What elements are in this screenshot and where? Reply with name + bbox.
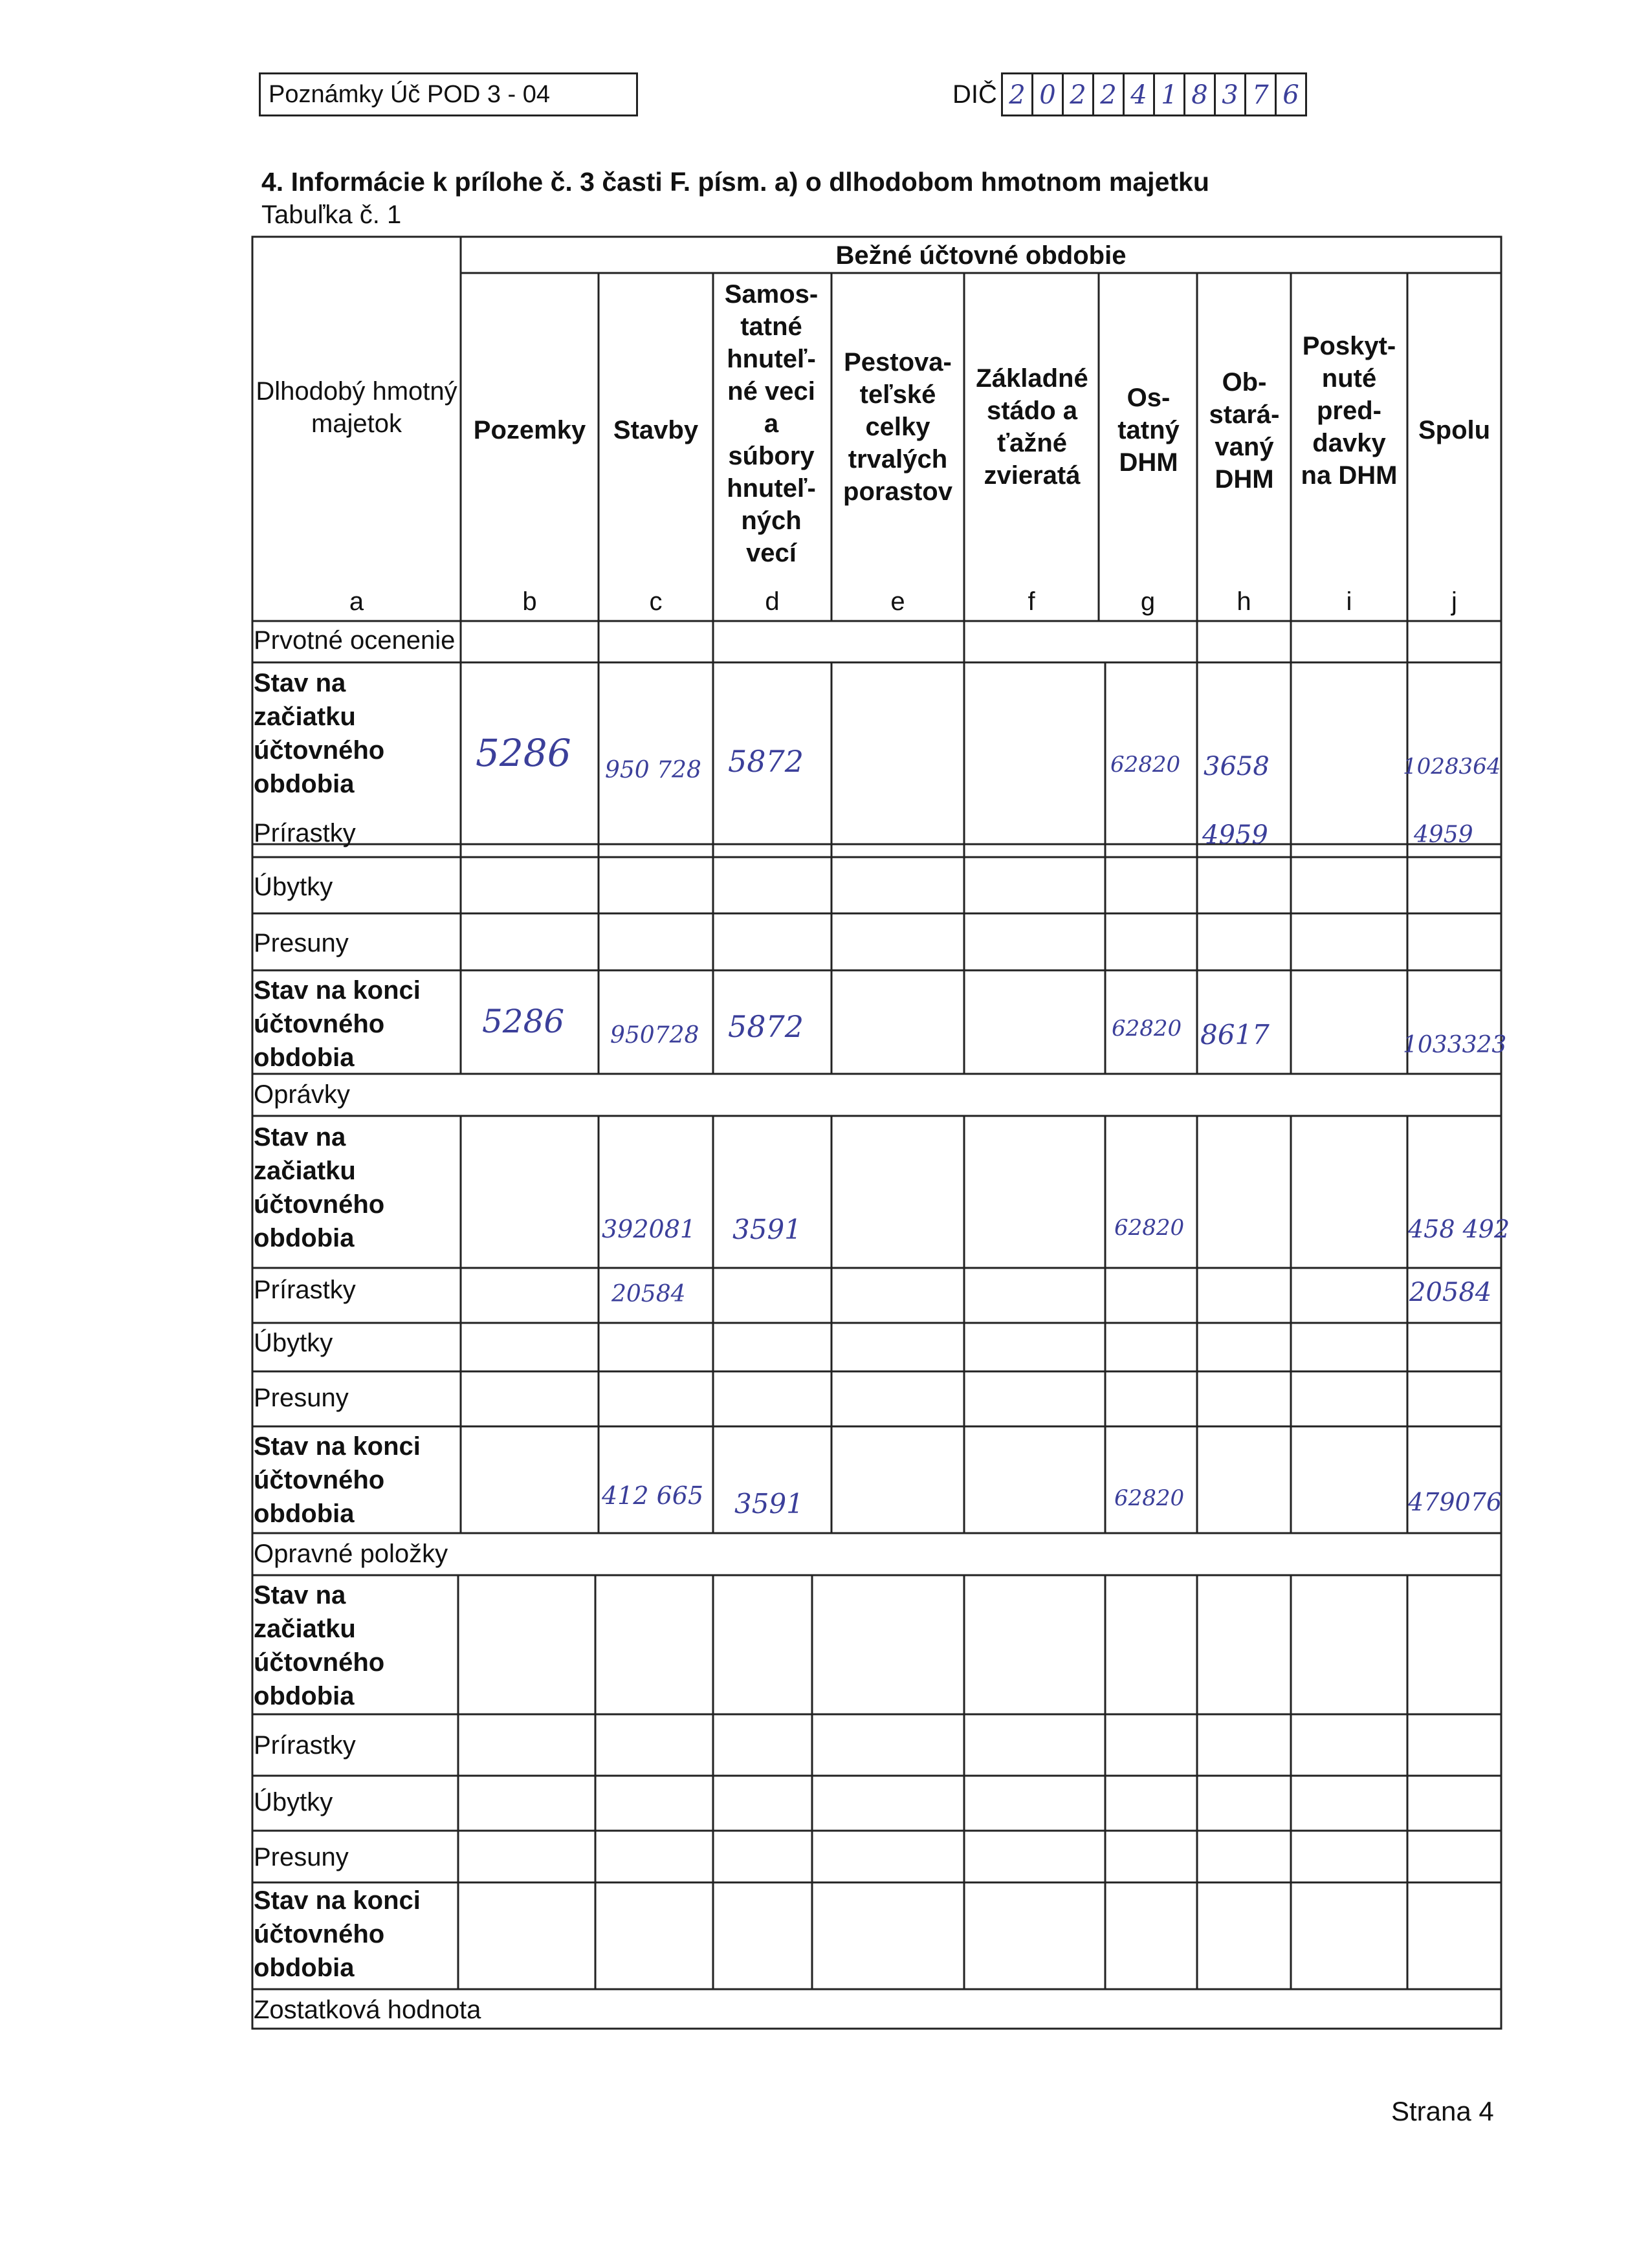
- dic-digit[interactable]: 2: [1092, 72, 1125, 116]
- col-header-poskytnute: Poskyt-nuté pred-davky na DHM: [1301, 332, 1398, 490]
- section-prvotne-ocenenie: Prvotné ocenenie: [254, 626, 456, 655]
- cell-value[interactable]: 392081: [602, 1215, 696, 1243]
- dic-digit[interactable]: 6: [1275, 72, 1307, 116]
- section-opravky: Oprávky: [254, 1080, 350, 1109]
- row-label-prirastky: Prírastky: [254, 1731, 356, 1760]
- row-label-stav-koniec: Stav na konci účtovného obdobia: [254, 976, 421, 1072]
- cell-value[interactable]: 412 665: [602, 1481, 704, 1510]
- row-label-prirastky: Prírastky: [254, 1276, 356, 1304]
- row-label-ubytky: Úbytky: [254, 873, 333, 901]
- col-letter-a: a: [349, 587, 364, 616]
- page-number: Strana 4: [1391, 2096, 1494, 2126]
- dic-digit[interactable]: 8: [1183, 72, 1216, 116]
- col-header-pestovatelske: Pestova-teľské celky trvalých porastov: [843, 348, 952, 506]
- cell-value[interactable]: 62820: [1112, 1016, 1182, 1041]
- dic-digit[interactable]: 2: [1001, 72, 1033, 116]
- col-letter-c: c: [649, 587, 663, 616]
- cell-value[interactable]: 5286: [476, 731, 571, 775]
- dic-digit[interactable]: 2: [1062, 72, 1094, 116]
- col-header-stavby: Stavby: [613, 416, 699, 444]
- dic-digit[interactable]: 7: [1244, 72, 1277, 116]
- col-header-pozemky: Pozemky: [473, 416, 586, 444]
- cell-value[interactable]: 20584: [611, 1281, 686, 1307]
- col-letter-h: h: [1237, 587, 1251, 616]
- cell-value[interactable]: 458 492: [1408, 1215, 1510, 1243]
- row-label-presuny: Presuny: [254, 1384, 349, 1412]
- row-label-stav-koniec: Stav na konci účtovného obdobia: [254, 1432, 421, 1528]
- form-id-text: Poznámky Úč POD 3 - 04: [269, 81, 551, 108]
- col-letter-f: f: [1028, 587, 1035, 616]
- section-opravne-polozky: Opravné položky: [254, 1540, 448, 1568]
- cell-value[interactable]: 950728: [610, 1022, 699, 1049]
- dic-label: DIČ: [952, 80, 997, 109]
- col-letter-j: j: [1451, 587, 1457, 616]
- section-zostatkova-hodnota: Zostatková hodnota: [254, 1996, 481, 2024]
- cell-value[interactable]: 62820: [1110, 752, 1181, 778]
- col-header-obstaravany: Ob-stará-vaný DHM: [1209, 368, 1280, 494]
- cell-value[interactable]: 3658: [1204, 752, 1270, 781]
- table-label: Tabuľka č. 1: [261, 201, 402, 229]
- cell-value[interactable]: 950 728: [605, 757, 701, 783]
- row-label-presuny: Presuny: [254, 1843, 349, 1871]
- cell-value[interactable]: 3591: [732, 1214, 802, 1245]
- row-label-ubytky: Úbytky: [254, 1329, 333, 1357]
- col-header-ostatny: Os-tatný DHM: [1117, 384, 1180, 477]
- col-header-spolu: Spolu: [1418, 416, 1491, 444]
- row-label-stav-koniec: Stav na konci účtovného obdobia: [254, 1886, 421, 1982]
- cell-value[interactable]: 5872: [728, 744, 804, 779]
- cell-value[interactable]: 4959: [1202, 820, 1268, 850]
- cell-value[interactable]: 1033323: [1403, 1032, 1507, 1058]
- cell-value[interactable]: 8617: [1200, 1019, 1270, 1051]
- row-label-stav-zaciatok: Stav na začiatku účtovného obdobia: [254, 1581, 385, 1710]
- cell-value[interactable]: 5286: [482, 1003, 565, 1040]
- cell-value[interactable]: 62820: [1114, 1485, 1185, 1511]
- row-label-ubytky: Úbytky: [254, 1788, 333, 1816]
- cell-value[interactable]: 20584: [1409, 1278, 1492, 1307]
- cell-value[interactable]: 1028364: [1403, 754, 1501, 780]
- col-header-zakladne-stado: Základné stádo a ťažné zvieratá: [976, 364, 1088, 490]
- dic-digit[interactable]: 1: [1153, 72, 1185, 116]
- cell-value[interactable]: 3591: [734, 1488, 804, 1520]
- dic-digit[interactable]: 0: [1031, 72, 1064, 116]
- cell-value[interactable]: 4959: [1414, 822, 1473, 848]
- row-label-stav-zaciatok: Stav na začiatku účtovného obdobia: [254, 669, 385, 798]
- row-label-prirastky: Prírastky: [254, 819, 356, 847]
- row-label-presuny: Presuny: [254, 929, 349, 957]
- col-header-samostatne: Samos-tatné hnuteľ-né veci a súbory hnuteľ-ných vecí: [724, 280, 819, 567]
- section-title: 4. Informácie k prílohe č. 3 časti F. písm. a) o dlhodobom hmotnom majetku: [261, 167, 1209, 197]
- dic-digit[interactable]: 3: [1214, 72, 1246, 116]
- col-letter-b: b: [522, 587, 537, 616]
- cell-value[interactable]: 5872: [728, 1009, 804, 1044]
- row-label-stav-zaciatok: Stav na začiatku účtovného obdobia: [254, 1123, 385, 1252]
- col-letter-e: e: [890, 587, 905, 616]
- dic-digit[interactable]: 4: [1123, 72, 1155, 116]
- cell-value[interactable]: 479076: [1408, 1488, 1502, 1516]
- col-letter-g: g: [1140, 587, 1156, 616]
- col-letter-i: i: [1346, 587, 1352, 616]
- cell-value[interactable]: 62820: [1114, 1215, 1185, 1241]
- period-header: Bežné účtovné obdobie: [835, 241, 1127, 270]
- col-letter-d: d: [765, 587, 780, 616]
- col-header-asset: Dlhodobý hmotný majetok: [256, 377, 457, 438]
